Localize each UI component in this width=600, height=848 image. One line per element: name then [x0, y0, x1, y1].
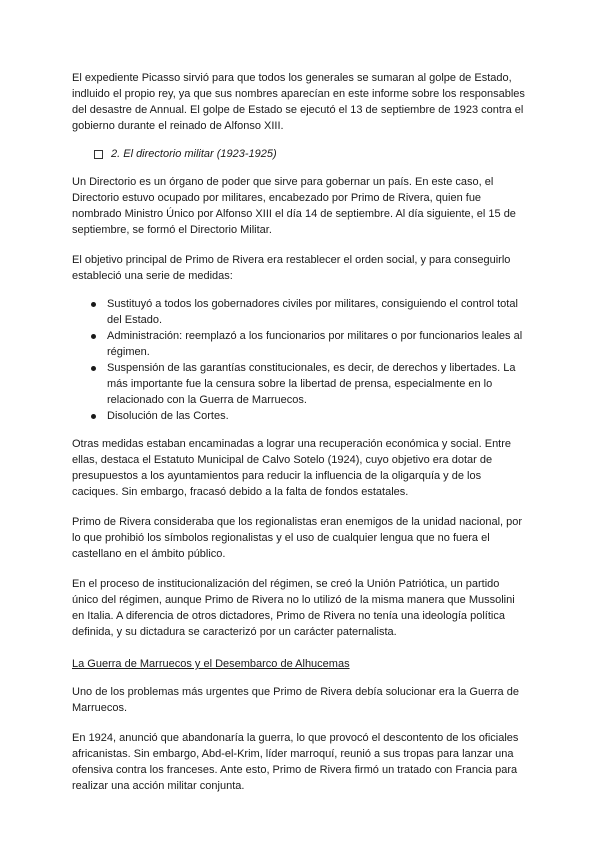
paragraph-expediente-picasso: El expediente Picasso sirvió para que todos los generales se sumaran al golpe de Estado, indluido el propio rey, ya que sus nombres aparecían en este informe sobre los responsables del desastre de Annual. El golpe de Estado se ejecutó el 13 de septiembre de 1923 contra el gobierno durante el reinado de Alfonso XIII. — [72, 72, 525, 132]
paragraph-otras-medidas: Otras medidas estaban encaminadas a lograr una recuperación económica y social. Entre ellas, destaca el Estatuto Municipal de Calvo Sotelo (1924), cuyo objetivo era dotar de presupuestos a los ayuntamientos para reducir la influencia de la oligarquía y de los caciques. Sin embargo, fracasó debido a la falta de fondos estatales. — [72, 438, 512, 498]
list-item: Suspensión de las garantías constitucionales, es decir, de derechos y libertades. La más importante fue la censura sobre la libertad de prensa, especialmente en lo relacionado con la Guerra de Marruecos. — [107, 360, 528, 408]
paragraph-objetivo: El objetivo principal de Primo de Rivera era restablecer el orden social, y para conseguirlo estableció una serie de medidas: — [72, 254, 511, 282]
heading-text: 2. El directorio militar (1923-1925) — [111, 148, 277, 160]
section-title-marruecos: La Guerra de Marruecos y el Desembarco de Alhucemas — [72, 658, 350, 670]
paragraph-problemas-urgentes: Uno de los problemas más urgentes que Primo de Rivera debía solucionar era la Guerra de Marruecos. — [72, 686, 519, 714]
paragraph-directorio: Un Directorio es un órgano de poder que sirve para gobernar un país. En este caso, el Directorio estuvo ocupado por militares, encabezado por Primo de Rivera, quien fue nombrado Ministro Único por Alfonso XIII el día 14 de septiembre. Al día siguiente, el 15 de septiembre, se formó el Directorio Militar. — [72, 176, 516, 236]
checkbox-icon[interactable] — [94, 150, 103, 159]
paragraph-regionalistas: Primo de Rivera consideraba que los regionalistas eran enemigos de la unidad nacional, por lo que prohibió los símbolos regionalistas y el uso de cualquier lengua que no fuera el castellano en el ámbito público. — [72, 516, 523, 560]
list-item: Sustituyó a todos los gobernadores civiles por militares, consiguiendo el control total del Estado. — [107, 296, 528, 328]
measures-list — [72, 296, 528, 424]
list-item: Disolución de las Cortes. — [107, 408, 528, 424]
paragraph-union-patriotica: En el proceso de institucionalización del régimen, se creó la Unión Patriótica, un partido único del régimen, aunque Primo de Rivera no lo utilizó de la misma manera que Mussolini en Italia. A diferencia de otros dictadores, Primo de Rivera no tenía una ideología política definida, y su dictadura se caracterizó por un carácter paternalista. — [72, 578, 515, 638]
section-heading-directorio — [72, 146, 528, 162]
list-item: Administración: reemplazó a los funcionarios por militares o por funcionarios leales al régimen. — [107, 328, 528, 360]
paragraph-1924: En 1924, anunció que abandonaría la guerra, lo que provocó el descontento de los oficiales africanistas. Sin embargo, Abd-el-Krim, líder marroquí, reunió a sus tropas para lanzar una ofensiva contra los franceses. Ante esto, Primo de Rivera firmó un tratado con Francia para realizar una acción militar conjunta. — [72, 732, 519, 792]
